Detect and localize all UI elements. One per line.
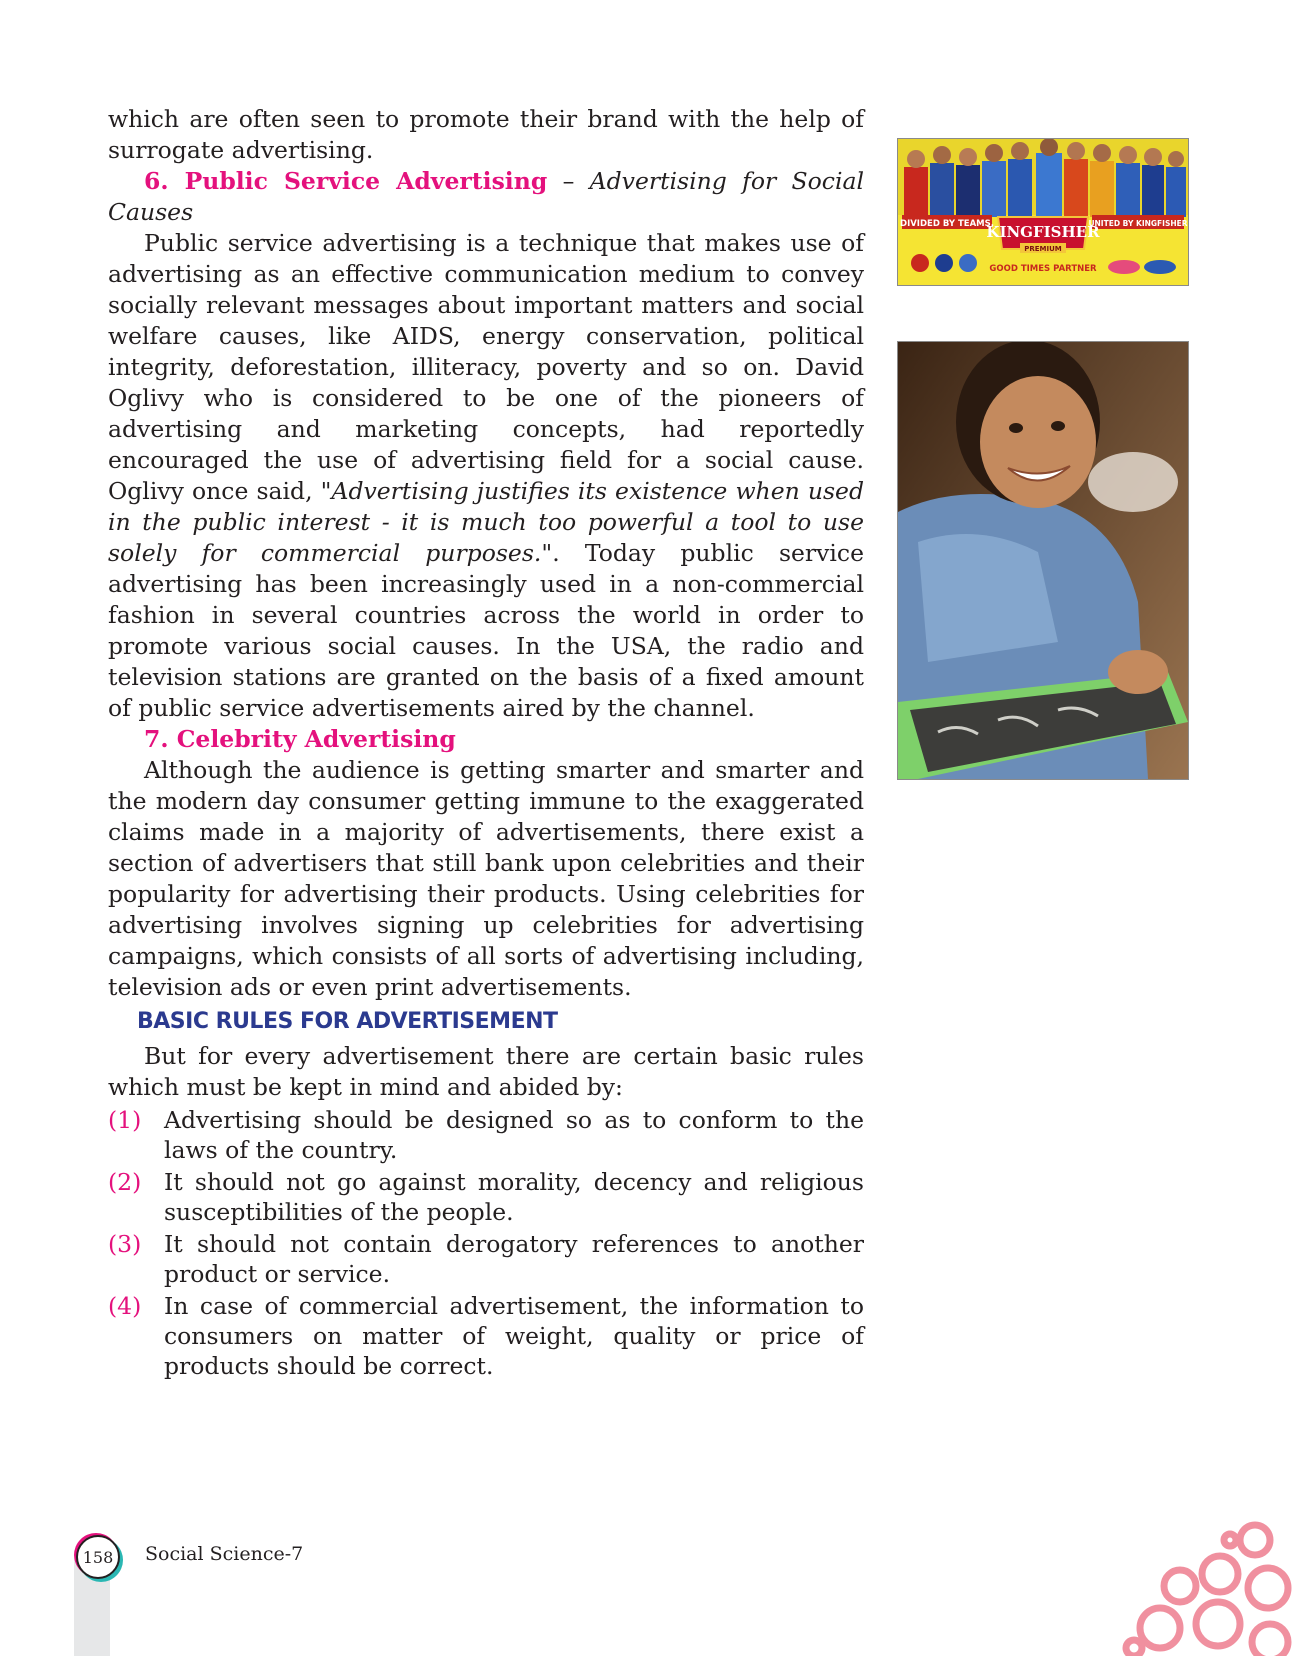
team-logo-icon: [935, 254, 953, 272]
intro-paragraph: which are often seen to promote their brand with the help of surrogate advertising.: [108, 105, 864, 164]
team-logo-icon: [911, 254, 929, 272]
ad-right-text: UNITED BY KINGFISHER: [1088, 219, 1188, 228]
list-text: In case of commercial advertisement, the information to consumers on matter of weight, quality or price of products should be correct.: [164, 1292, 864, 1380]
list-item: [108, 1229, 864, 1289]
list-item: [108, 1291, 864, 1381]
main-text-column: [108, 104, 864, 1383]
paragraph-text: Public service advertising is a technique that makes use of advertising as an effective communication medium to convey socially relevant messages about important matters and social welfare causes, like AIDS, energy conservation, political integrity, deforestation, illiteracy, poverty and so on. David Oglivy who is considered to be one of the pioneers of advertising and marketing concepts, had reportedly encouraged the use of advertising field for a social cause. Oglivy once said,: [108, 229, 864, 505]
list-text: It should not contain derogatory references to another product or service.: [164, 1230, 864, 1288]
section-7-heading-line: [108, 724, 864, 755]
list-number: (2): [108, 1168, 142, 1196]
ad-brand-text: KINGFISHER: [986, 223, 1100, 241]
rules-list: [108, 1105, 864, 1381]
list-text: It should not go against morality, decency and religious susceptibilities of the people.: [164, 1168, 864, 1226]
rules-heading: BASIC RULES FOR ADVERTISEMENT: [137, 1009, 558, 1034]
oglivy-quote: "Advertising justifies its existence when used in the public interest - it is much too powerful a tool to use solely for commercial purposes.": [108, 477, 864, 567]
ad-left-text: DIVIDED BY TEAMS.: [900, 219, 994, 229]
book-title: Social Science-7: [145, 1543, 304, 1565]
list-text: Advertising should be designed so as to conform to the laws of the country.: [164, 1106, 864, 1164]
heading-dash: –: [547, 167, 590, 195]
page-number: 158: [76, 1535, 120, 1579]
rules-intro: But for every advertisement there are certain basic rules which must be kept in mind and abided by:: [108, 1042, 864, 1101]
ad-illustration: [898, 139, 1188, 285]
kingfisher-ad-image: [897, 138, 1189, 286]
list-number: (3): [108, 1230, 142, 1258]
section-7-heading: 7. Celebrity Advertising: [144, 725, 456, 753]
section-7-paragraph: Although the audience is getting smarter and smarter and the modern day consumer getting immune to the exaggerated claims made in a majority of advertisements, there exist a section of advertisers that still bank upon celebrities and their popularity for advertising their products. Using celebrities for advertising involves signing up celebrities for advertising campaigns, which consists of all sorts of advertising including, television ads or even print advertisements.: [108, 756, 864, 1001]
team-logo-icon: [959, 254, 977, 272]
list-number: (1): [108, 1106, 142, 1134]
team-logo-icon: [1144, 260, 1176, 274]
list-item: [108, 1105, 864, 1165]
ad-premium-text: PREMIUM: [1024, 245, 1062, 253]
list-item: [108, 1167, 864, 1227]
team-logo-icon: [1108, 260, 1140, 274]
section-6-heading: 6. Public Service Advertising: [144, 167, 548, 195]
decorative-circles-icon: [1120, 1516, 1296, 1656]
section-6-subtitle: Advertising for Social Causes: [108, 167, 864, 226]
paragraph-text-end: . Today public service advertising has been increasingly used in a non-commercial fashion in several countries across the world in order to promote various social causes. In the USA, the radio and television stations are granted on the basis of a fixed amount of public service advertisements aired by the channel.: [108, 539, 865, 722]
section-6-paragraph: [108, 228, 864, 724]
section-6-heading-line: [108, 166, 864, 228]
list-number: (4): [108, 1292, 142, 1320]
child-with-slate-image: [897, 341, 1189, 780]
ad-partner-text: GOOD TIMES PARTNER: [989, 264, 1097, 274]
child-illustration: [898, 342, 1188, 779]
